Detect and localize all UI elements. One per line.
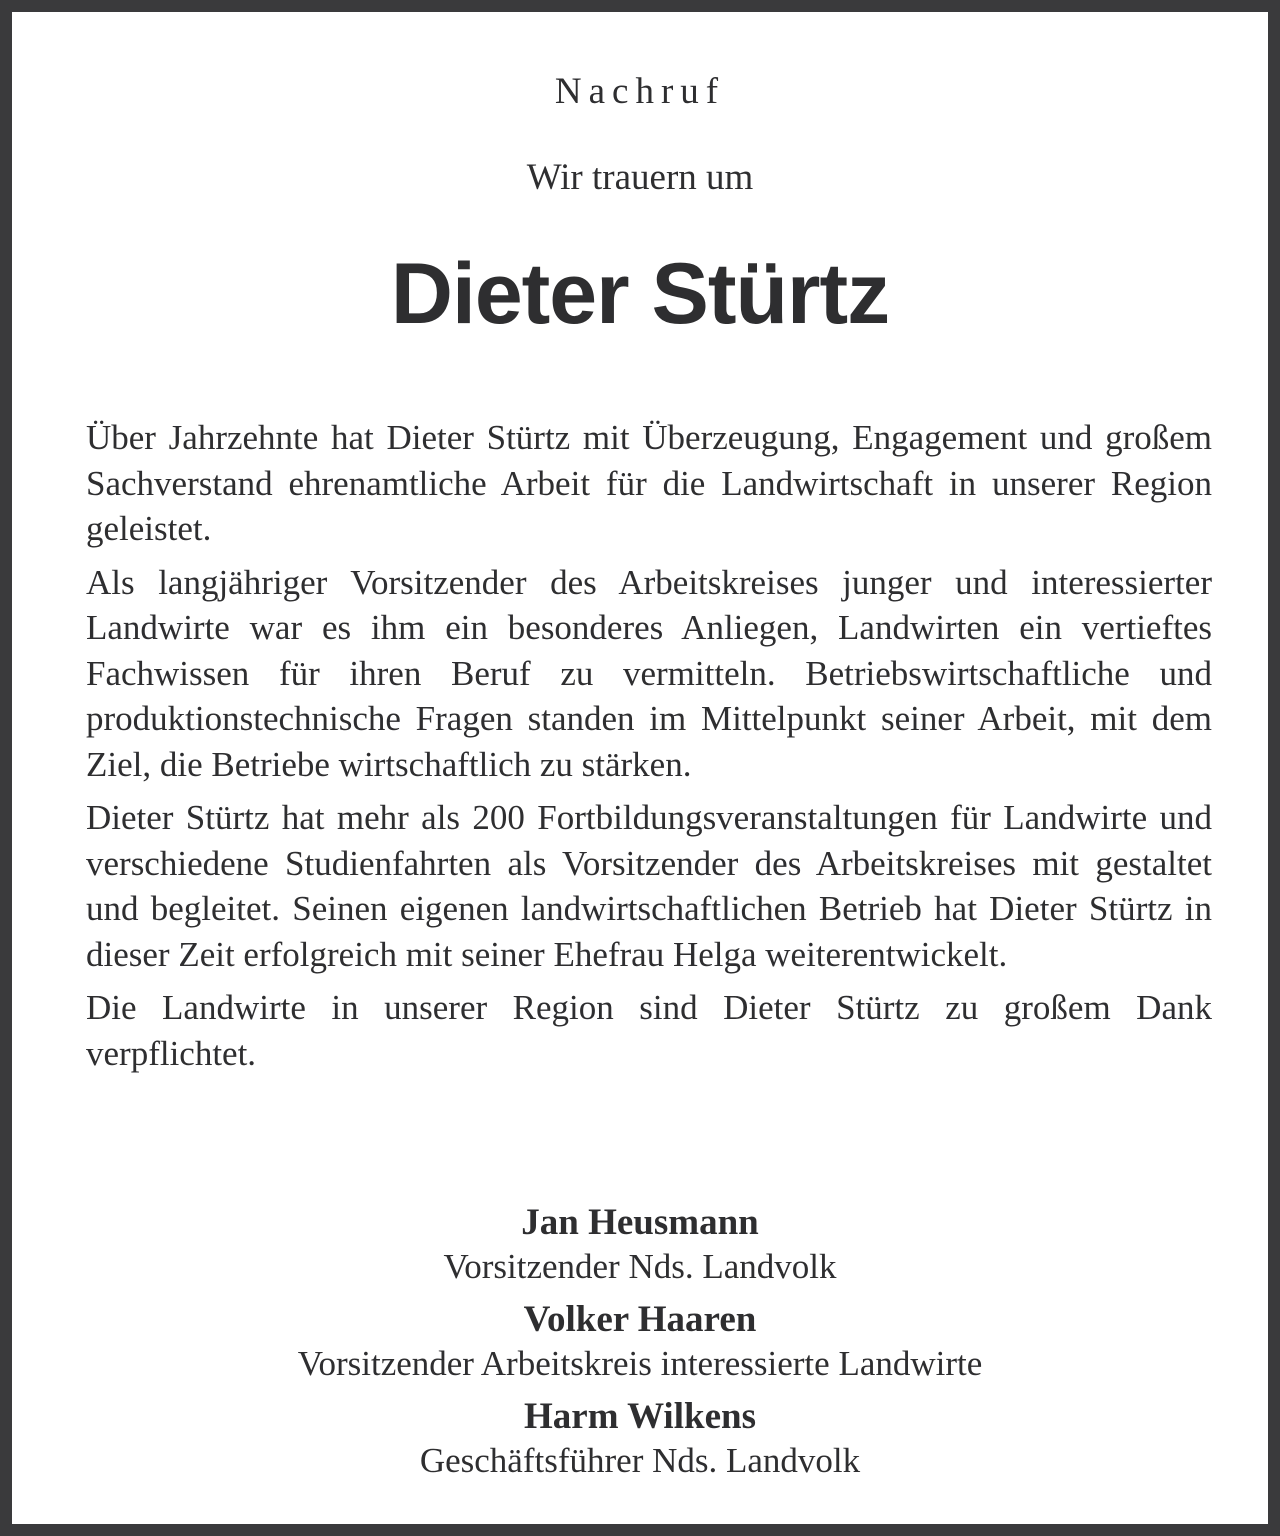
signatory bbox=[12, 1200, 1268, 1289]
body-paragraph-3: Dieter Stürtz hat mehr als 200 Fortbildungsveranstaltungen für Landwirte und verschiedene Studienfahrten als Vorsitzender des Arbeitskreises mit gestaltet und begleitet. Seinen eigenen landwirtschaftlichen Betrieb hat Dieter Stürtz in dieser Zeit erfolgreich mit seiner Ehefrau Helga weiterentwickelt. bbox=[86, 798, 1212, 974]
body-paragraph-2: Als langjähriger Vorsitzender des Arbeitskreises junger und interessierter Landwirte war es ihm ein besonderes Anliegen, Landwirten ein vertieftes Fachwissen für ihren Beruf zu vermitteln. Betriebswirtschaftliche und produktionstechnische Fragen standen im Mittelpunkt seiner Arbeit, mit dem Ziel, die Betriebe wirtschaftlich zu stärken. bbox=[86, 562, 1212, 784]
signatory-name: Jan Heusmann bbox=[521, 1202, 759, 1243]
signatory-name: Harm Wilkens bbox=[524, 1396, 756, 1437]
body-paragraph-1: Über Jahrzehnte hat Dieter Stürtz mit Überzeugung, Engagement und großem Sachverstand ehrenamtliche Arbeit für die Landwirtschaft in unserer Region geleistet. bbox=[86, 418, 1212, 548]
notice-heading: Nachruf bbox=[554, 71, 726, 112]
signatory-title: Vorsitzender Arbeitskreis interessierte Landwirte bbox=[297, 1344, 983, 1383]
signatory-name: Volker Haaren bbox=[523, 1299, 757, 1340]
obituary-body bbox=[86, 415, 1212, 1084]
body-paragraph-4: Die Landwirte in unserer Region sind Dieter Stürtz zu großem Dank verpflichtet. bbox=[86, 988, 1212, 1073]
deceased-name: Dieter Stürtz bbox=[390, 246, 890, 342]
signatory bbox=[12, 1394, 1268, 1483]
signatory-title: Geschäftsführer Nds. Landvolk bbox=[419, 1441, 861, 1480]
intro-line: Wir trauern um bbox=[526, 157, 754, 198]
signatory bbox=[12, 1297, 1268, 1386]
signatory-title: Vorsitzender Nds. Landvolk bbox=[443, 1247, 837, 1286]
signatories bbox=[12, 1200, 1268, 1491]
